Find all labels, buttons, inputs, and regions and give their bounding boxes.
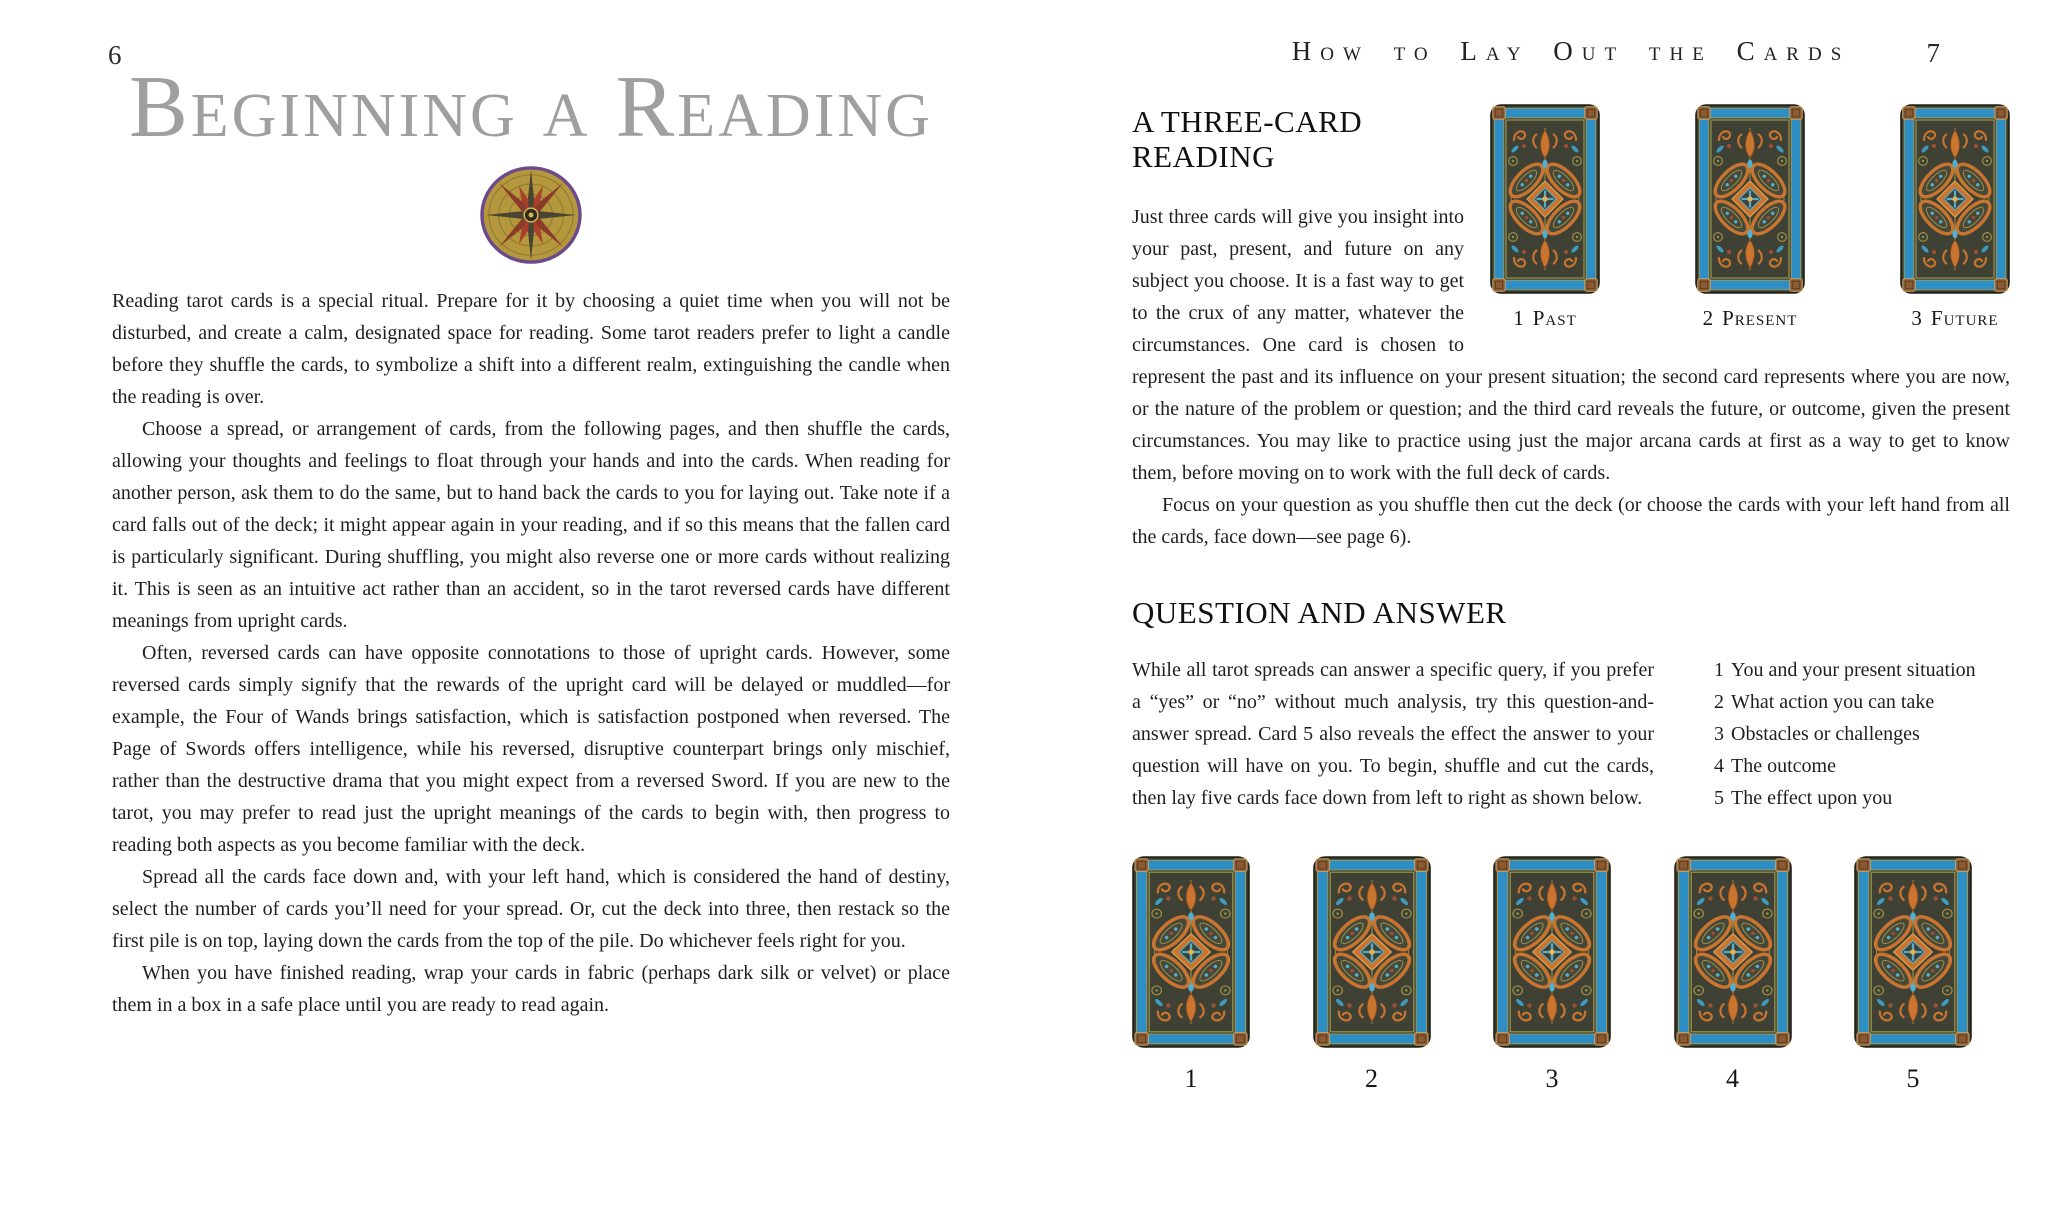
list-item-number: 5 — [1714, 787, 1724, 810]
spread-card-5 — [1854, 856, 1972, 1094]
card-number: 5 — [1906, 1064, 1920, 1094]
card-number: 1 — [1184, 1064, 1198, 1094]
spread-card-4 — [1674, 856, 1792, 1094]
card-number: 2 — [1702, 306, 1714, 330]
tarot-card-back-icon — [1490, 104, 1600, 294]
card-caption — [1900, 306, 2010, 331]
list-item-number: 1 — [1714, 659, 1724, 682]
card-number: 3 — [1545, 1064, 1559, 1094]
tarot-card-back-icon — [1493, 856, 1611, 1048]
five-card-row — [1132, 856, 1972, 1094]
left-page — [108, 36, 950, 1021]
list-item-text: What action you can take — [1731, 691, 1935, 714]
paragraph: Often, reversed cards can have opposite connotations to those of upright cards. However, some reversed cards simply signify that the rewards of the upright card will be delayed or muddled—for example, the Four of Wands brings satisfaction, which is satisfaction postponed when reversed. The Page of Swords offers intelligence, while his reversed, disruptive counterpart brings only mischief, rather than the destructive drama that you might expect from a reversed Sword. If you are new to the tarot, you may prefer to read just the upright meanings of the cards to begin with, then progress to reading both aspects as you become familiar with the deck. — [112, 642, 950, 856]
paragraph: Spread all the cards face down and, with your left hand, which is considered the hand of destiny, select the number of cards you’ll need for your spread. Or, cut the deck into three, then restack so the first pile is on top, laying down the cards from the top of the pile. Do whichever feels right for you. — [112, 866, 950, 952]
list-item — [1714, 686, 2010, 718]
section-heading-question-answer: QUESTION AND ANSWER — [1132, 595, 1507, 631]
list-item-text: You and your present situation — [1731, 659, 1976, 682]
card-number: 4 — [1726, 1064, 1739, 1094]
left-body-text — [112, 285, 950, 1021]
list-item — [1714, 718, 2010, 750]
question-answer-columns — [1132, 654, 2010, 814]
three-card-section — [1132, 104, 2010, 553]
right-page — [1132, 36, 2010, 1094]
medallion-wrap — [112, 166, 950, 269]
three-card-row — [1490, 104, 2010, 331]
tarot-card-back-icon — [1854, 856, 1972, 1048]
spread-card-1 — [1132, 856, 1250, 1094]
three-card-intro: Just three cards will give you insight into your past, present, and future on any subject you choose. It is a fast way to get to the crux of any matter, whatever the circumstances. One card is chosen to represent the past and its influence on your present situation; the second card represents where you are now, or the nature of the problem or question; and the third card reveals the future, or outcome, given the present circumstances. You may like to practice using just the major arcana cards at first as a way to get to know them, before moving on to work with the full deck of cards. — [1132, 206, 2010, 485]
spread-position-list — [1714, 654, 2010, 814]
running-head-text: How to Lay Out the Cards — [1291, 36, 1851, 66]
list-item-number: 2 — [1714, 691, 1724, 714]
section-heading-three-card: A THREE-CARD READING — [1132, 104, 1363, 175]
card-label: Present — [1722, 306, 1798, 330]
list-item-text: The outcome — [1731, 755, 1836, 778]
paragraph: Choose a spread, or arrangement of cards, from the following pages, and then shuffle the cards, allowing your thoughts and feelings to float through your hands and into the cards. When reading for another person, ask them to do the same, but to hand back the cards to you for laying out. Take note if a card falls out of the deck; it might appear again in your reading, and if so this means that the fallen card is particularly significant. During shuffling, you might also reverse one or more cards without realizing it. This is seen as an intuitive act rather than an accident, so in the tarot reversed cards have different meanings from upright cards. — [112, 418, 950, 632]
page-number-left: 6 — [108, 40, 122, 70]
list-item-number: 3 — [1714, 723, 1724, 746]
card-number: 2 — [1365, 1064, 1378, 1094]
list-item — [1714, 654, 2010, 686]
list-item-text: The effect upon you — [1731, 787, 1893, 810]
card-future — [1900, 104, 2010, 331]
paragraph: When you have finished reading, wrap your cards in fabric (perhaps dark silk or velvet) or place them in a box in a safe place until you are ready to read again. — [112, 962, 950, 1016]
tarot-card-back-icon — [1695, 104, 1805, 294]
mandala-medallion-icon — [479, 166, 583, 264]
card-label: Past — [1532, 306, 1577, 330]
card-caption — [1490, 306, 1600, 331]
three-card-focus: Focus on your question as you shuffle then cut the deck (or choose the cards with your left hand from all the cards, face down—see page 6). — [1132, 494, 2010, 549]
running-head — [1132, 36, 2010, 76]
card-present — [1695, 104, 1805, 331]
card-caption — [1695, 306, 1805, 331]
chapter-title: Beginning a Reading — [129, 59, 933, 156]
list-item — [1714, 750, 2010, 782]
card-past — [1490, 104, 1600, 331]
card-number: 1 — [1513, 306, 1524, 330]
card-label: Future — [1930, 306, 1999, 330]
paragraph: Reading tarot cards is a special ritual. Prepare for it by choosing a quiet time when you will not be disturbed, and create a calm, designated space for reading. Some tarot readers prefer to light a candle before they shuffle the cards, to symbolize a shift into a different realm, extinguishing the candle when the reading is over. — [112, 290, 950, 408]
spread-card-3 — [1493, 856, 1611, 1094]
question-answer-body: While all tarot spreads can answer a specific query, if you prefer a “yes” or “no” without much analysis, try this question-and-answer spread. Card 5 also reveals the effect the answer to your question will have on you. To begin, shuffle and cut the cards, then lay five cards face down from left to right as shown below. — [1132, 659, 1654, 810]
list-item-text: Obstacles or challenges — [1731, 723, 1920, 746]
tarot-card-back-icon — [1132, 856, 1250, 1048]
tarot-card-back-icon — [1313, 856, 1431, 1048]
list-item — [1714, 782, 2010, 814]
tarot-card-back-icon — [1900, 104, 2010, 294]
list-item-number: 4 — [1714, 755, 1724, 778]
tarot-card-back-icon — [1674, 856, 1792, 1048]
page-number-right: 7 — [1926, 38, 1940, 68]
card-number: 3 — [1911, 306, 1922, 330]
spread-card-2 — [1313, 856, 1431, 1094]
